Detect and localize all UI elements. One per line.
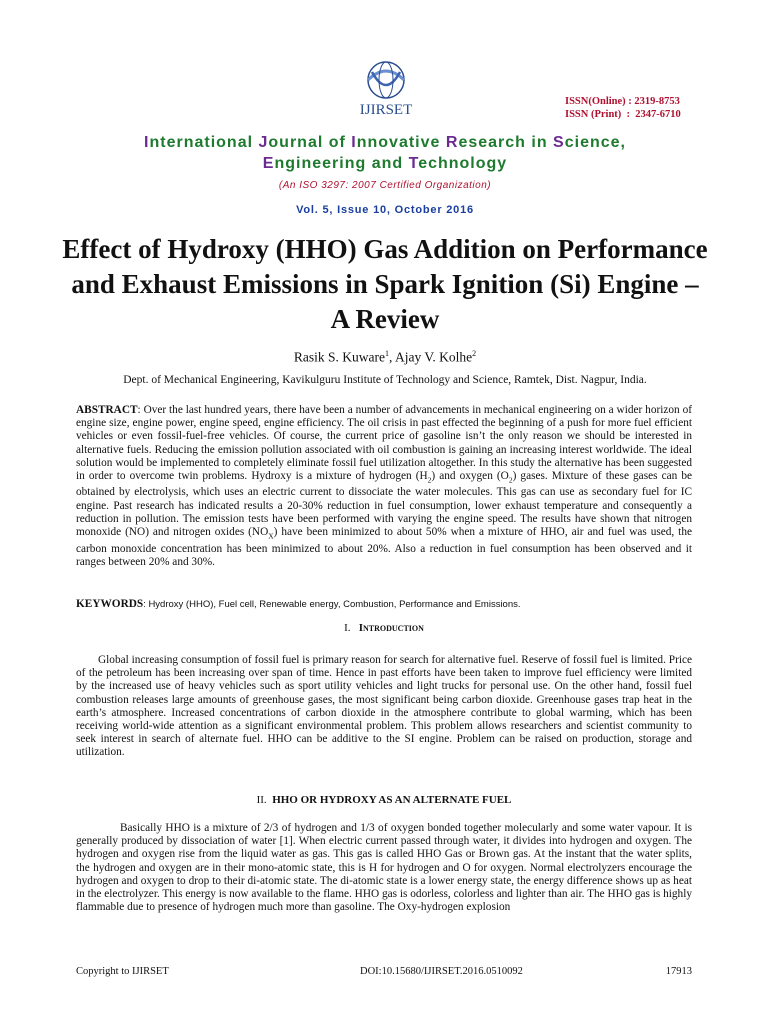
issn-online: ISSN(Online) : 2319-8753 [565, 96, 680, 107]
globe-icon [336, 58, 436, 128]
section-title: HHO OR HYDROXY AS AN ALTERNATE FUEL [272, 794, 512, 806]
journal-name: International Journal of Innovative Research in Science, Engineering and Technology [144, 134, 626, 172]
abstract-text: ) gases. Mixture of these gases can be obtained by electrolysis, which uses an electric current to dissociate the water molecules. This gas can use as secondary fuel for IC engine. Past research has indicated results a 20-30% reduction in fuel consumption, lower exhaust temperature and consequently a reduction in pollution. The emission tests have been performed with varying the engine speed. The results have shown that nitrogen monoxide (NO) and nitrogen oxides (NO [76, 470, 692, 539]
paper-title: Effect of Hydroxy (HHO) Gas Addition on Performance and Exhaust Emissions in Spark Ignition (Si) Engine – A Review [62, 234, 708, 334]
abstract-label: ABSTRACT [76, 404, 138, 416]
author-name: Ajay V. Kolhe [395, 349, 473, 365]
issn-print: ISSN (Print) : 2347-6710 [565, 109, 681, 120]
subscript: 2 [427, 475, 432, 485]
section-heading [76, 794, 692, 806]
page-number: 17913 [665, 966, 692, 977]
subscript: 2 [508, 475, 513, 485]
abstract [76, 404, 692, 569]
journal-logo [336, 58, 436, 128]
logo-text: IJIRSET [359, 102, 413, 118]
subscript: X [268, 531, 274, 541]
footer-doi: DOI:10.15680/IJIRSET.2016.0510092 [360, 966, 523, 977]
section-body: Basically HHO is a mixture of 2/3 of hydrogen and 1/3 of oxygen bonded together molecularly and some water vapour. It is generally produced by dissociation of water [1]. When electric current passed through water, it divides into hydrogen and oxygen. The hydrogen and oxygen rise from the liquid water as gas. This gas is called HHO Gas or Brown gas. At the instant that the water splits, the hydrogen and oxygen are in their mono-atomic state, this is H for hydrogen and O for oxygen. Normal electrolyzers encourage the hydrogen and oxygen to drop to their di-atomic state. The di-atomic state is a lower energy state, the energy difference shows up as heat in the electrolyzer. This energy is now available to the flame. HHO gas is odorless, colorless and lighter than air. The HHO gas is highly flammable due to presence of hydrogen much more than gasoline. The Oxy-hydrogen explosion [76, 822, 692, 914]
section-number: II. [256, 794, 267, 806]
abstract-text: : Over the last hundred years, there have been a number of advancements in mechanical engineering on a wider horizon of engine size, engine power, engine speed, engine efficiency. The oil crisis in past effected the beginning of a push for more fuel efficient vehicles or even fossil-fuel-free vehicles. Of course, the current price of gasoline isn’t the only reason we should be interested in alternative fuels. Reducing the emission pollution associated with oil combustion is gaining an increasing interest worldwide. The ideal solution would be implemented to completely eliminate fossil fuel utilization altogether. In this study the alternative has been suggested in order to overcome twin problems. Hydroxy is a mixture of hydrogen (H [76, 404, 692, 483]
issn-block [565, 95, 750, 121]
abstract-text: ) and oxygen (O [431, 470, 509, 483]
abstract-text: ) have been minimized to about 50% when a mixture of HHO, air and fuel was used, the carbon monoxide concentration has been minimized to about 20%. Also a reduction in fuel consumption has been observed and it ranges between 20% and 30%. [76, 526, 692, 568]
section-heading [76, 622, 692, 634]
keywords [76, 598, 692, 611]
affiliation: Dept. of Mechanical Engineering, Kavikulguru Institute of Technology and Science, Ramtek, Dist. Nagpur, India. [123, 374, 647, 386]
affiliation-mark: 1 [384, 349, 389, 358]
author-list [80, 349, 690, 366]
author-name: Rasik S. Kuware [293, 349, 385, 365]
author-separator: , [388, 349, 395, 365]
certification-note: (An ISO 3297: 2007 Certified Organization) [278, 180, 492, 191]
section-title: Introduction [358, 622, 424, 634]
keywords-text: : Hydroxy (HHO), Fuel cell, Renewable energy, Combustion, Performance and Emissions. [143, 599, 521, 610]
keywords-label: KEYWORDS [76, 598, 144, 610]
affiliation-mark: 2 [472, 349, 477, 358]
section-body: Global increasing consumption of fossil fuel is primary reason for search for alternative fuel. Reserve of fossil fuel is limited. Price of the petroleum has been increasing over span of time. Hence in past efforts have been taken to improve fuel efficiency were limited by the increased use of heavy vehicles such as sport utility vehicles and light trucks for personal use. On the other hand, fossil fuel combustion releases large amounts of greenhouse gases, the most significant being carbon dioxide. Greenhouse gases trap heat in the earth’s atmosphere. Increased concentrations of carbon dioxide in the atmosphere contribute to global warming, which has been receiving world-wide attention as a significant environmental problem. This problem allows researchers and scientist community to seek interest in search of alternate fuel. HHO can be additive to the SI engine. Problem can be raised on production, storage and utilization. [76, 654, 692, 759]
section-number: I. [344, 622, 351, 634]
footer-copyright: Copyright to IJIRSET [76, 966, 169, 977]
volume-issue: Vol. 5, Issue 10, October 2016 [296, 204, 474, 216]
